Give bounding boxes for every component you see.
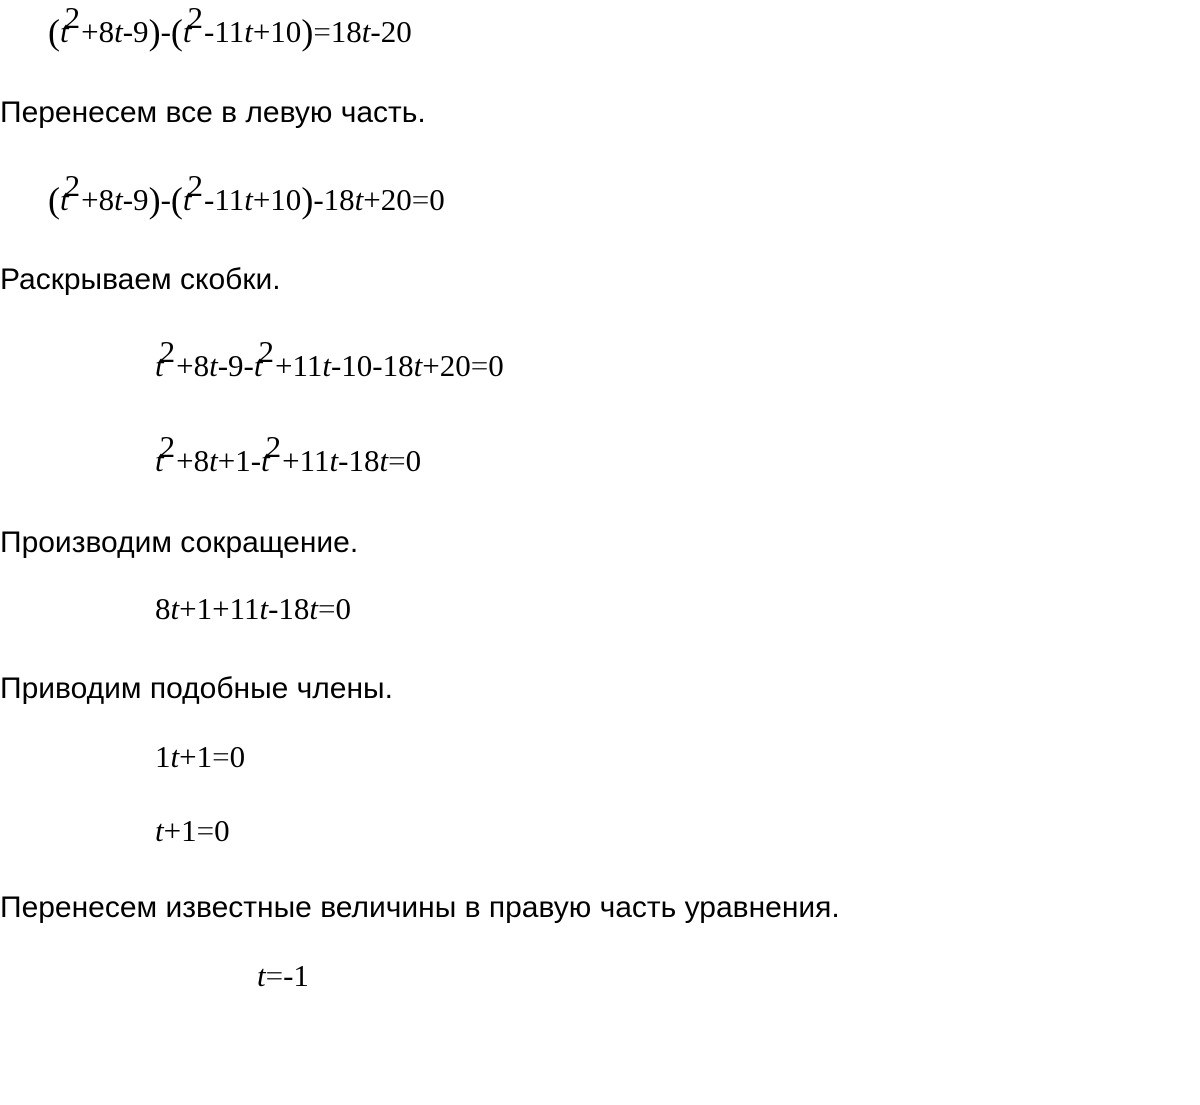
equation-1: $(t^2+8t-9)-(t^2-11t+10)=18t-20$ [48,0,412,52]
equation-2: $(t^2+8t-9)-(t^2-11t+10)-18t+20=0$ [48,168,445,220]
step-text-3: Производим сокращение. [0,526,359,559]
equation-7: t+1=0 [155,813,230,848]
step-text-5: Перенесем известные величины в правую часть уравнения. [0,891,840,924]
step-text-4: Приводим подобные члены. [0,672,393,705]
equation-8: t=-1 [257,958,309,993]
equation-5: 8t+1+11t-18t=0 [155,591,352,626]
equation-6: 1t+1=0 [155,739,246,774]
equation-3: $t^2+8t-9-t^2+11t-10-18t+20=0$ [155,334,504,383]
step-text-1: Перенесем все в левую часть. [0,96,426,129]
step-text-2: Раскрываем скобки. [0,263,281,296]
equation-4: $t^2+8t+1-t^2+11t-18t=0$ [155,429,422,478]
